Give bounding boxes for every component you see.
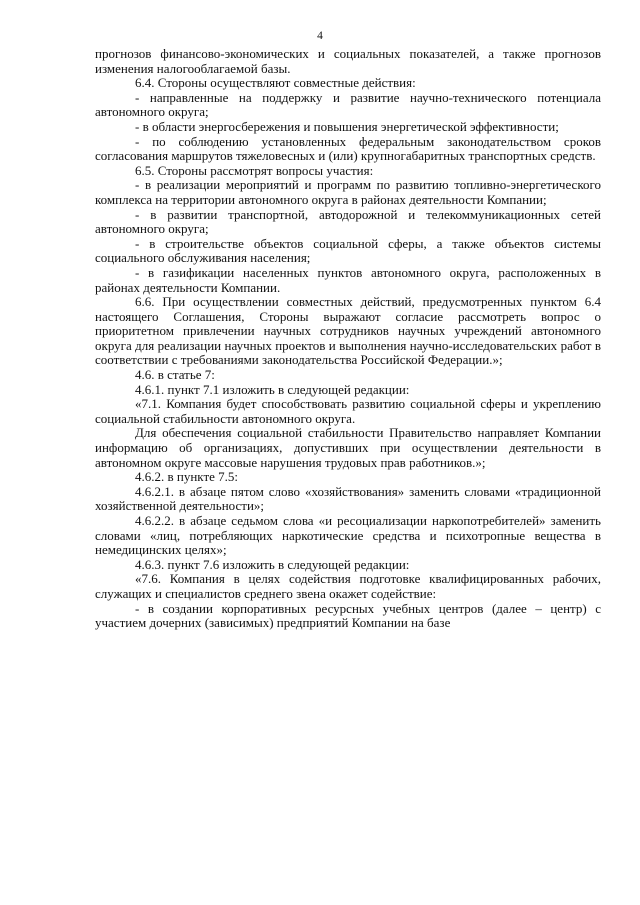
list-item: - в области энергосбережения и повышения энергетической эффективности; — [135, 118, 559, 134]
list-item: - в газификации населенных пунктов автономного округа, расположенных в районах деятельности Компании. — [95, 264, 601, 295]
list-item: - в развитии транспортной, автодорожной и телекоммуникационных сетей автономного округа; — [95, 206, 601, 237]
paragraph-item-4-6-2-1: 4.6.2.1. в абзаце пятом слово «хозяйствования» заменить словами «традиционной хозяйственной деятельности»; — [95, 483, 601, 514]
paragraph-clause-7-6: «7.6. Компания в целях содействия подготовке квалифицированных рабочих, служащих и специалистов среднего звена окажет содействие: — [95, 571, 601, 601]
paragraph-item-4-6-3: 4.6.3. пункт 7.6 изложить в следующей редакции: — [135, 556, 410, 572]
paragraph: Для обеспечения социальной стабильности Правительство направляет Компании информацию об организациях, допустивших при осуществлении деятельности в автономном округе массовые нарушения трудовых прав работников.»; — [95, 425, 601, 470]
paragraph-clause-6-6: 6.6. При осуществлении совместных действий, предусмотренных пунктом 6.4 настоящего Соглашения, Стороны выражают согласие рассмотреть вопрос о приоритетном привлечении научных сотрудников научных учреждений автономного округа для реализации научных проектов и выполнения научно-исследовательских работ в соответствии с требованиями законодательства Российской Федерации.»; — [95, 294, 601, 368]
paragraph-item-4-6-1: 4.6.1. пункт 7.1 изложить в следующей редакции: — [135, 381, 410, 397]
list-item: - в создании корпоративных ресурсных учебных центров (далее – центр) с участием дочерних (зависимых) предприятий Компании на базе — [95, 600, 601, 631]
paragraph-clause-6-4: 6.4. Стороны осуществляют совместные действия: — [135, 75, 416, 91]
paragraph-item-4-6: 4.6. в статье 7: — [135, 367, 215, 383]
paragraph-item-4-6-2-2: 4.6.2.2. в абзаце седьмом слова «и ресоциализации наркопотребителей» заменить словами «лиц, потребляющих наркотические средства и психотропные вещества в немедицинских целях»; — [95, 513, 601, 558]
paragraph-clause-7-1: «7.1. Компания будет способствовать развитию социальной сферы и укреплению социальной стабильности автономного округа. — [95, 396, 601, 426]
list-item: - в реализации мероприятий и программ по развитию топливно-энергетического комплекса на территории автономного округа в районах деятельности Компании; — [95, 177, 601, 207]
paragraph-item-4-6-2: 4.6.2. в пункте 7.5: — [135, 469, 239, 485]
paragraph-clause-6-5: 6.5. Стороны рассмотрят вопросы участия: — [135, 162, 374, 178]
list-item: - направленные на поддержку и развитие научно-технического потенциала автономного округа; — [95, 89, 601, 120]
page-number: 4 — [317, 30, 323, 42]
list-item: - по соблюдению установленных федеральным законодательством сроков согласования маршрутов тяжеловесных и (или) крупногабаритных транспортных средств. — [95, 133, 601, 164]
paragraph-continuation: прогнозов финансово-экономических и социальных показателей, а также прогнозов изменения налогооблагаемой базы. — [95, 46, 601, 76]
document-body — [95, 47, 601, 631]
list-item: - в строительстве объектов социальной сферы, а также объектов системы социального обслуживания населения; — [95, 235, 601, 266]
